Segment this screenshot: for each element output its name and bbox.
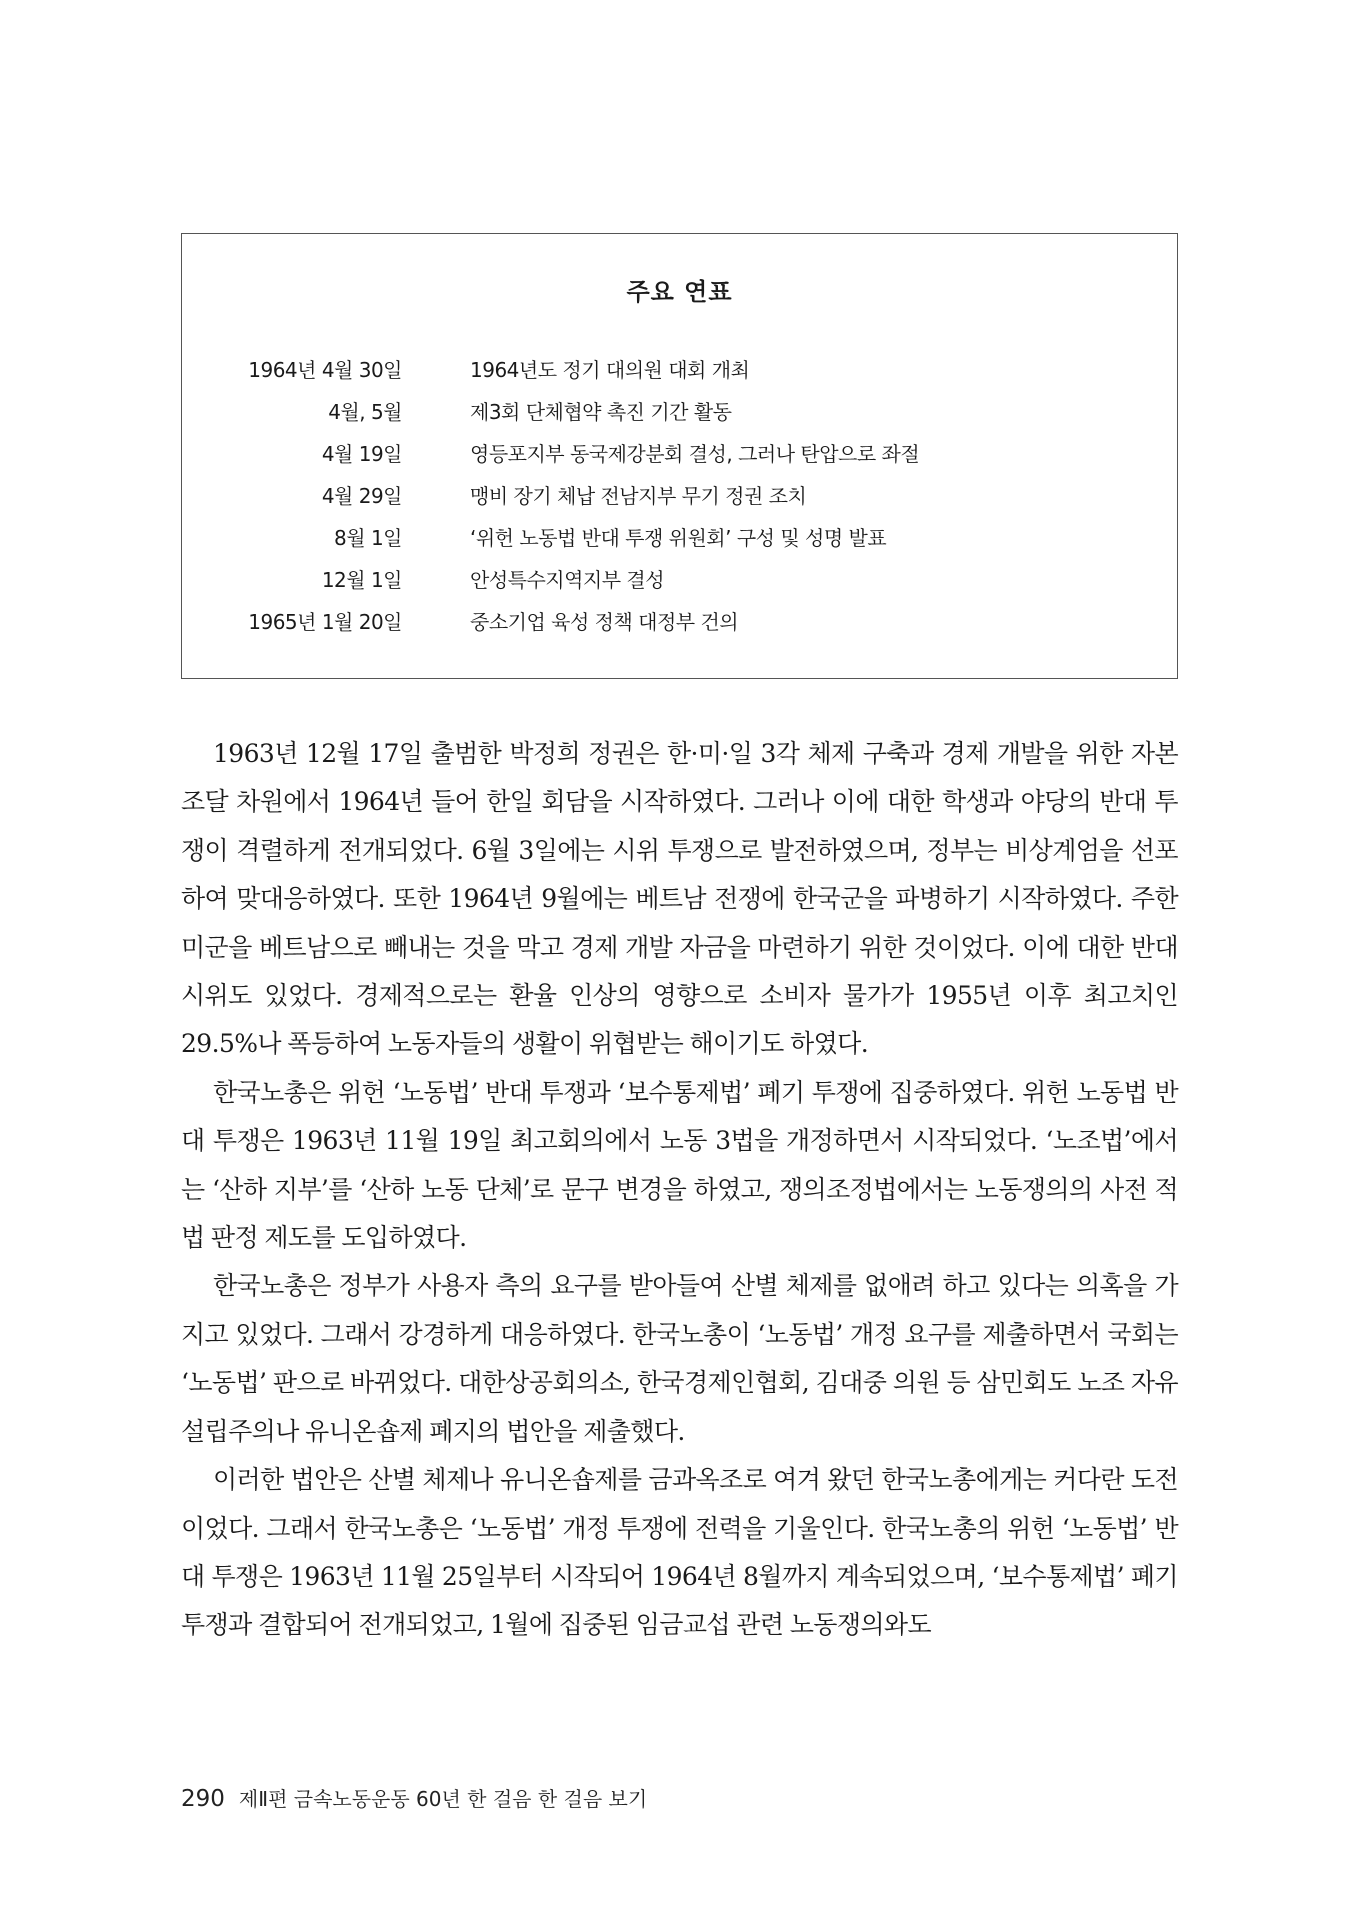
chronology-event: 1964년도 정기 대의원 대회 개최 bbox=[470, 358, 750, 382]
chronology-title: 주요 연표 bbox=[626, 278, 733, 306]
chronology-list bbox=[182, 354, 1177, 648]
chronology-date: 1965년 1월 20일 bbox=[248, 610, 402, 634]
chronology-event: 중소기업 육성 정책 대정부 건의 bbox=[470, 610, 739, 634]
chronology-event: 영등포지부 동국제강분회 결성, 그러나 탄압으로 좌절 bbox=[470, 442, 920, 466]
chronology-event: 제3회 단체협약 촉진 기간 활동 bbox=[470, 400, 732, 424]
chronology-row bbox=[182, 396, 1177, 438]
page-footer bbox=[181, 1783, 647, 1812]
body-paragraph: 이러한 법안은 산별 체제나 유니온숍제를 금과옥조로 여겨 왔던 한국노총에게는 커다란 도전이었다. 그래서 한국노총은 ‘노동법’ 개정 투쟁에 전력을 기울인다. 한국노총의 위헌 ‘노동법’ 반대 투쟁은 1963년 11월 25일부터 시작되어 1964년 8월까지 계속되었으며, ‘보수통제법’ 폐기 투쟁과 결합되어 전개되었고, 1월에 집중된 임금교섭 관련 노동쟁의와도 bbox=[181, 1465, 1178, 1640]
chronology-row bbox=[182, 564, 1177, 606]
chronology-date: 12월 1일 bbox=[321, 568, 402, 592]
body-paragraph: 한국노총은 정부가 사용자 측의 요구를 받아들여 산별 체제를 없애려 하고 있다는 의혹을 가지고 있었다. 그래서 강경하게 대응하였다. 한국노총이 ‘노동법’ 개정 요구를 제출하면서 국회는 ‘노동법’ 판으로 바뀌었다. 대한상공회의소, 한국경제인협회, 김대중 의원 등 삼민회도 노조 자유 설립주의나 유니온숍제 폐지의 법안을 제출했다. bbox=[181, 1271, 1178, 1446]
chronology-date: 4월, 5월 bbox=[328, 400, 402, 424]
chronology-event: 안성특수지역지부 결성 bbox=[470, 568, 665, 592]
chronology-row bbox=[182, 480, 1177, 522]
chronology-row bbox=[182, 606, 1177, 648]
chronology-date: 8월 1일 bbox=[334, 526, 402, 550]
chronology-row bbox=[182, 354, 1177, 396]
chronology-event: 맹비 장기 체납 전남지부 무기 정권 조치 bbox=[470, 484, 807, 508]
chronology-date: 4월 19일 bbox=[321, 442, 402, 466]
page-number: 290 bbox=[181, 1786, 225, 1812]
body-paragraph: 1963년 12월 17일 출범한 박정희 정권은 한·미·일 3각 체제 구축과 경제 개발을 위한 자본 조달 차원에서 1964년 들어 한일 회담을 시작하였다. 그러나 이에 대한 학생과 야당의 반대 투쟁이 격렬하게 전개되었다. 6월 3일에는 시위 투쟁으로 발전하였으며, 정부는 비상계엄을 선포하여 맞대응하였다. 또한 1964년 9월에는 베트남 전쟁에 한국군을 파병하기 시작하였다. 주한 미군을 베트남으로 빼내는 것을 막고 경제 개발 자금을 마련하기 위한 것이었다. 이에 대한 반대 시위도 있었다. 경제적으로는 환율 인상의 영향으로 소비자 물가가 1955년 이후 최고치인 29.5%나 폭등하여 노동자들의 생활이 위협받는 해이기도 하였다. bbox=[181, 739, 1178, 1059]
chronology-date: 1964년 4월 30일 bbox=[248, 358, 402, 382]
body-paragraph: 한국노총은 위헌 ‘노동법’ 반대 투쟁과 ‘보수통제법’ 폐기 투쟁에 집중하였다. 위헌 노동법 반대 투쟁은 1963년 11월 19일 최고회의에서 노동 3법을 개정하면서 시작되었다. ‘노조법’에서는 ‘산하 지부’를 ‘산하 노동 단체’로 문구 변경을 하였고, 쟁의조정법에서는 노동쟁의의 사전 적법 판정 제도를 도입하였다. bbox=[181, 1077, 1178, 1253]
running-title: 제Ⅱ편 금속노동운동 60년 한 걸음 한 걸음 보기 bbox=[238, 1787, 648, 1811]
chronology-event: ‘위헌 노동법 반대 투쟁 위원회’ 구성 및 성명 발표 bbox=[470, 526, 887, 550]
chronology-row bbox=[182, 438, 1177, 480]
chronology-box bbox=[181, 233, 1178, 679]
chronology-date: 4월 29일 bbox=[321, 484, 402, 508]
chronology-row bbox=[182, 522, 1177, 564]
body-text bbox=[181, 730, 1178, 1650]
